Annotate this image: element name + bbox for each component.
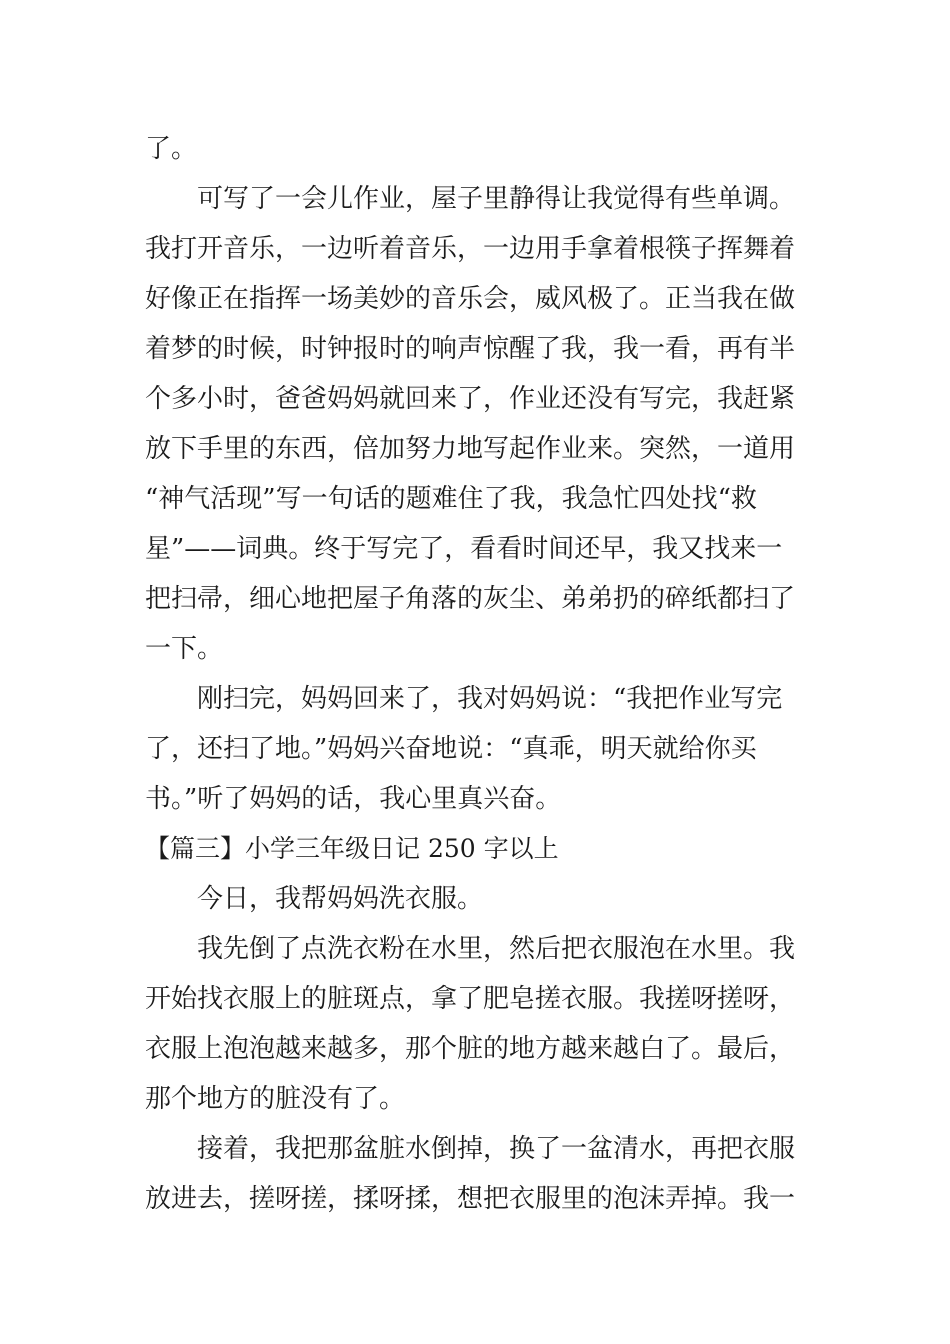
text-line: 星”——词典。终于写完了，看看时间还早，我又找来一 — [145, 534, 783, 564]
paragraph-start-line: 我先倒了点洗衣粉在水里，然后把衣服泡在水里。我 — [197, 934, 796, 964]
text-line: 那个地方的脏没有了。 — [145, 1084, 406, 1114]
paragraph-start-line: 接着，我把那盆脏水倒掉，换了一盆清水，再把衣服 — [197, 1134, 796, 1164]
body-text — [145, 124, 810, 1224]
text-line: 放下手里的东西，倍加努力地写起作业来。突然，一道用 — [145, 434, 796, 464]
text-line: 放进去，搓呀搓，揉呀揉，想把衣服里的泡沫弄掉。我一 — [145, 1184, 796, 1214]
text-line: 好像正在指挥一场美妙的音乐会，威风极了。正当我在做 — [145, 284, 796, 314]
text-line: 一下。 — [145, 634, 224, 664]
text-line: 了。 — [145, 134, 198, 164]
text-line: 着梦的时候，时钟报时的响声惊醒了我，我一看，再有半 — [145, 334, 796, 364]
text-line: 我打开音乐，一边听着音乐，一边用手拿着根筷子挥舞着 — [145, 234, 796, 264]
section-heading: 【篇三】小学三年级日记 250 字以上 — [145, 834, 559, 863]
text-line: 把扫帚，细心地把屋子角落的灰尘、弟弟扔的碎纸都扫了 — [145, 584, 796, 614]
text-line: 衣服上泡泡越来越多，那个脏的地方越来越白了。最后， — [145, 1034, 796, 1064]
text-line: 开始找衣服上的脏斑点，拿了肥皂搓衣服。我搓呀搓呀， — [145, 984, 796, 1014]
text-line: 了，还扫了地。”妈妈兴奋地说：“真乖，明天就给你买 — [145, 734, 757, 764]
text-line: 书。”听了妈妈的话，我心里真兴奋。 — [145, 784, 562, 814]
paragraph-start-line: 刚扫完，妈妈回来了，我对妈妈说：“我把作业写完 — [197, 684, 783, 714]
paragraph-start-line: 今日，我帮妈妈洗衣服。 — [197, 884, 484, 914]
text-line: 个多小时，爸爸妈妈就回来了，作业还没有写完，我赶紧 — [145, 384, 796, 414]
paragraph-start-line: 可写了一会儿作业，屋子里静得让我觉得有些单调。 — [197, 184, 796, 214]
text-line: “神气活现”写一句话的题难住了我，我急忙四处找“救 — [145, 484, 757, 514]
